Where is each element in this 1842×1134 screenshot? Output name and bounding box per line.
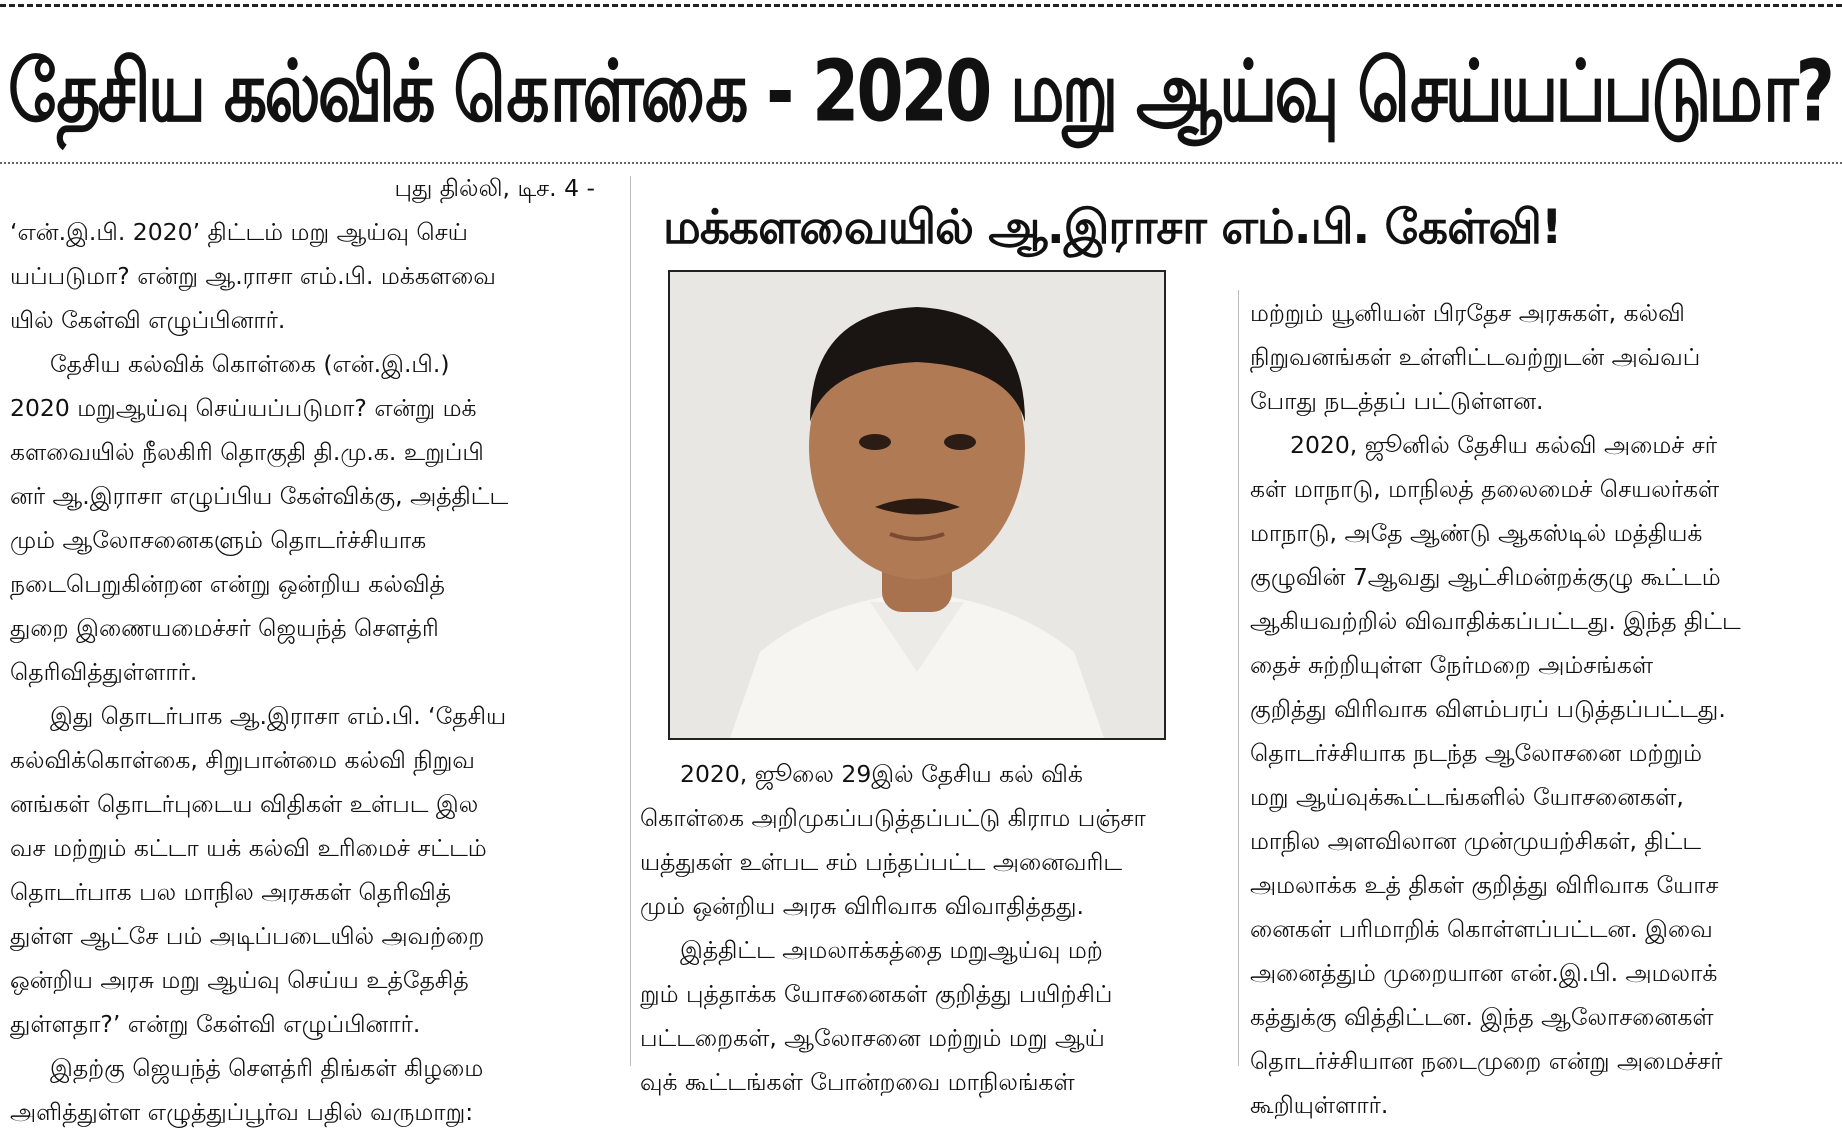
- column-divider: [630, 176, 631, 1066]
- article-line: போது நடத்தப் பட்டுள்ளன.: [1250, 387, 1544, 415]
- article-line: நிறுவனங்கள் உள்ளிட்டவற்றுடன் அவ்வப்: [1250, 343, 1701, 371]
- right-eye: [944, 434, 976, 450]
- portrait-illustration: [670, 272, 1164, 738]
- article-line: துள்ள ஆட்சே பம் அடிப்படையில் அவற்றை: [10, 922, 485, 950]
- article-line: யப்படுமா? என்று ஆ.ராசா எம்.பி. மக்களவை: [10, 262, 496, 290]
- article-line: மும் ஒன்றிய அரசு விரிவாக விவாதித்தது.: [640, 892, 1084, 920]
- article-line: பட்டறைகள், ஆலோசனை மற்றும் மறு ஆய்: [640, 1024, 1105, 1052]
- article-line: ‘என்.இ.பி. 2020’ திட்டம் மறு ஆய்வு செய்: [10, 218, 468, 246]
- article-line: மாநாடு, அதே ஆண்டு ஆகஸ்டில் மத்தியக்: [1250, 519, 1703, 547]
- article-line: 2020, ஜூனில் தேசிய கல்வி அமைச் சர்: [1290, 431, 1718, 459]
- article-line: மறு ஆய்வுக்கூட்டங்களில் யோசனைகள்,: [1250, 783, 1684, 811]
- article-column-right: [1250, 291, 1840, 1127]
- article-line: னைகள் பரிமாறிக் கொள்ளப்பட்டன. இவை: [1250, 915, 1713, 943]
- article-line: றும் புத்தாக்க யோசனைகள் குறித்து பயிற்சிப்: [640, 980, 1113, 1008]
- article-line: கத்துக்கு வித்திட்டன. இந்த ஆலோசனைகள்: [1250, 1003, 1714, 1031]
- article-line: யில் கேள்வி எழுப்பினார்.: [10, 306, 286, 334]
- article-line: வச மற்றும் கட்டா யக் கல்வி உரிமைச் சட்டம்: [10, 834, 487, 862]
- article-line: களவையில் நீலகிரி தொகுதி தி.மு.க. உறுப்பி: [10, 438, 484, 466]
- article-line: துறை இணையமைச்சர் ஜெயந்த் சௌத்ரி: [10, 614, 439, 642]
- article-line: கல்விக்கொள்கை, சிறுபான்மை கல்வி நிறுவ: [10, 746, 475, 774]
- mp-photo: [668, 270, 1166, 740]
- article-line: தொடர்பாக பல மாநில அரசுகள் தெரிவித்: [10, 878, 452, 906]
- left-column-text: [10, 210, 600, 1134]
- right-column-text: [1250, 291, 1840, 1127]
- article-line: இது தொடர்பாக ஆ.இராசா எம்.பி. ‘தேசிய: [50, 702, 507, 730]
- article-line: கொள்கை அறிமுகப்படுத்தப்பட்டு கிராம பஞ்சா: [640, 804, 1146, 832]
- article-line: கள் மாநாடு, மாநிலத் தலைமைச் செயலர்கள்: [1250, 475, 1720, 503]
- article-line: இதற்கு ஜெயந்த் சௌத்ரி திங்கள் கிழமை: [50, 1054, 484, 1082]
- dateline: புது தில்லி, டிச. 4 -: [394, 174, 595, 202]
- article-line: தொடர்ச்சியாக நடந்த ஆலோசனை மற்றும்: [1250, 739, 1702, 767]
- headline: தேசிய கல்விக் கொள்கை - 2020 மறு ஆய்வு செய்யப்படுமா?: [8, 43, 1833, 142]
- middle-column-text: [640, 752, 1220, 1104]
- article-line: கூறியுள்ளார்.: [1250, 1091, 1389, 1119]
- article-line: துள்ளதா?’ என்று கேள்வி எழுப்பினார்.: [10, 1010, 421, 1038]
- article-line: யத்துகள் உள்பட சம் பந்தப்பட்ட அனைவரிட: [640, 848, 1123, 876]
- column-divider: [1238, 290, 1239, 1066]
- headline-rule: [0, 162, 1842, 164]
- article-line: 2020, ஜூலை 29இல் தேசிய கல் விக்: [680, 760, 1083, 788]
- article-line: னங்கள் தொடர்புடைய விதிகள் உள்பட இல: [10, 790, 479, 818]
- article-line: ஆகியவற்றில் விவாதிக்கப்பட்டது. இந்த திட்ட: [1250, 607, 1741, 635]
- article-line: தேசிய கல்விக் கொள்கை (என்.இ.பி.): [50, 350, 450, 378]
- article-column-middle: [640, 752, 1220, 1104]
- article-line: தொடர்ச்சியான நடைமுறை என்று அமைச்சர்: [1250, 1047, 1723, 1075]
- article-line: இத்திட்ட அமலாக்கத்தை மறுஆய்வு மற்: [680, 936, 1103, 964]
- article-line: மாநில அளவிலான முன்முயற்சிகள், திட்ட: [1250, 827, 1702, 855]
- article-line: 2020 மறுஆய்வு செய்யப்படுமா? என்று மக்: [10, 394, 477, 422]
- subheadline: மக்களவையில் ஆ.இராசா எம்.பி. கேள்வி!: [663, 200, 1562, 255]
- article-line: தெரிவித்துள்ளார்.: [10, 658, 198, 686]
- article-line: தைச் சுற்றியுள்ள நேர்மறை அம்சங்கள்: [1250, 651, 1654, 679]
- article-line: அனைத்தும் முறையான என்.இ.பி. அமலாக்: [1250, 959, 1718, 987]
- article-line: மும் ஆலோசனைகளும் தொடர்ச்சியாக: [10, 526, 427, 554]
- article-line: நடைபெறுகின்றன என்று ஒன்றிய கல்வித்: [10, 570, 445, 598]
- article-column-left: [10, 166, 600, 1134]
- article-line: ஒன்றிய அரசு மறு ஆய்வு செய்ய உத்தேசித்: [10, 966, 469, 994]
- article-line: குறித்து விரிவாக விளம்பரப் படுத்தப்பட்டது.: [1250, 695, 1726, 723]
- article-line: குழுவின் 7ஆவது ஆட்சிமன்றக்குழு கூட்டம்: [1250, 563, 1721, 591]
- article-line: அளித்துள்ள எழுத்துப்பூர்வ பதில் வருமாறு:: [10, 1098, 474, 1126]
- article-line: அமலாக்க உத் திகள் குறித்து விரிவாக யோச: [1250, 871, 1719, 899]
- article-line: னர் ஆ.இராசா எழுப்பிய கேள்விக்கு, அத்திட்ட: [10, 482, 509, 510]
- left-eye: [859, 434, 891, 450]
- article-line: மற்றும் யூனியன் பிரதேச அரசுகள், கல்வி: [1250, 299, 1685, 327]
- article-line: வுக் கூட்டங்கள் போன்றவை மாநிலங்கள்: [640, 1068, 1075, 1096]
